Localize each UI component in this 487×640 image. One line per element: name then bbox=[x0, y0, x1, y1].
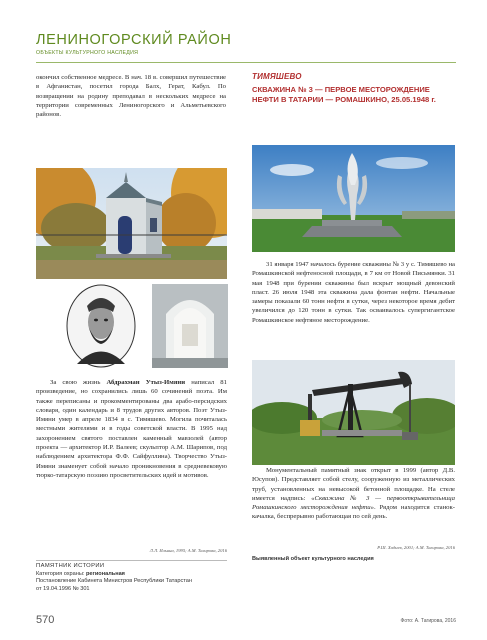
niche-photo bbox=[152, 284, 228, 368]
section-heading bbox=[252, 72, 455, 105]
photo-credit-left: Л.Л. Ильина, 1995; А.М. Тагирова, 2016 bbox=[149, 548, 227, 553]
status-category bbox=[36, 571, 236, 579]
oil-well-paragraph: 31 января 1947 началось бурение скважины № 3 у с. Тимяшево на Ромашкинской нефтеносной площади, в 7 км от Новой Письмянки. 31 мая 1948 при бурении скважины был вскрыт мощный девонский пласт. 26 июля 1948 эта скважина дала фонтан нефти. Начальные замеры показали 60 тонн нефти в сутки, через некоторое время дебит увеличился до 120 тонн в сутки. Так осваивалось супергигантское Ромашкинское нефтяное месторождение. bbox=[252, 261, 455, 324]
mausoleum-photo bbox=[36, 168, 227, 279]
decree-line-1: Постановление Кабинета Министров Республики Татарстан bbox=[36, 578, 192, 585]
monument-photo bbox=[252, 145, 455, 252]
section-tag: ТИМЯШЕВО bbox=[252, 72, 302, 81]
protection-status bbox=[36, 563, 236, 593]
status-divider bbox=[36, 560, 227, 561]
header-title: ЛЕНИНОГОРСКИЙ РАЙОН bbox=[36, 32, 232, 48]
header-divider bbox=[36, 62, 456, 63]
photo-credit-right: Р.Ш. Хадиев, 2001; А.М. Тагирова, 2016 bbox=[377, 545, 455, 550]
category-value: региональная bbox=[86, 570, 125, 577]
category-label: Категория охраны: bbox=[36, 570, 86, 577]
page-header bbox=[36, 32, 456, 56]
header-subtitle: ОБЪЕКТЫ КУЛЬТУРНОГО НАСЛЕДИЯ bbox=[36, 50, 139, 56]
section-title: СКВАЖИНА № 3 — ПЕРВОЕ МЕСТОРОЖДЕНИЕ НЕФТИ В ТАТАРИИ — РОМАШКИНО, 25.05.1948 г. bbox=[252, 85, 436, 104]
heritage-status: Выявленный объект культурного наследия bbox=[252, 556, 374, 562]
monument-text-2: ». Рядом находится станок-качалка, беспрерывно работающая по сей день. bbox=[252, 504, 455, 521]
monument-text-1: Монументальный памятный знак открыт в 1999 (автор Д.В. Юсупов). Представляет собой стелу, сооруженную из металлических труб, установленных на невысокой бетонной площадке. На стеле имеется надпись: « bbox=[252, 467, 455, 502]
monument-quote: Скважина № 3 — первооткрывательница Ромашкинского месторождения нефти bbox=[252, 494, 456, 512]
bio-lead: За свою жизнь bbox=[50, 379, 107, 386]
status-heading: ПАМЯТНИК ИСТОРИИ bbox=[36, 563, 105, 569]
poet-name: Абдрахман Утыз-Имяни bbox=[106, 379, 186, 386]
footer-photo-credit: Фото: А. Тагирова, 2016 bbox=[400, 618, 456, 624]
page-number: 570 bbox=[36, 614, 55, 626]
intro-paragraph: окончил собственное медресе. В нач. 18 в. совершил путешествие в Афганистан, посетил города Балх, Герат, Кабул. По возвращении на родину преподавал в нескольких медресе на территории современных Лениногорского и Альметьевского районов. bbox=[36, 74, 226, 119]
biography-paragraph bbox=[36, 378, 227, 480]
monument-paragraph bbox=[252, 466, 455, 522]
portrait-photo bbox=[65, 284, 137, 368]
decree-line-2: от 19.04.1996 № 301 bbox=[36, 585, 90, 592]
bio-text: написал 81 произведение, но сохранились лишь 60 сочинений поэта. Им также переписаны и прокомментированы два арабо-персидских словаря, один календарь и 8 трудов других авторов. Поэт Утыз-Имяни умер в апреле 1834 в с. Тимяшево. Могила почиталась местными жителями и в годы советской власти. В 1995 над захоронением святого поставлен каменный мавзолей (автор проекта — архитектор И.Р. Валеев; скульптор А.М. Шарипов, под наблюдением архитектора Ф.Ф. Сайфуллина). Творчество Утыз-Имяни знаменует собой начало проникновения в средневековую тюрко-татарскую поэзию просветительских идей и мотивов. bbox=[36, 379, 227, 479]
pumpjack-photo bbox=[252, 360, 455, 465]
